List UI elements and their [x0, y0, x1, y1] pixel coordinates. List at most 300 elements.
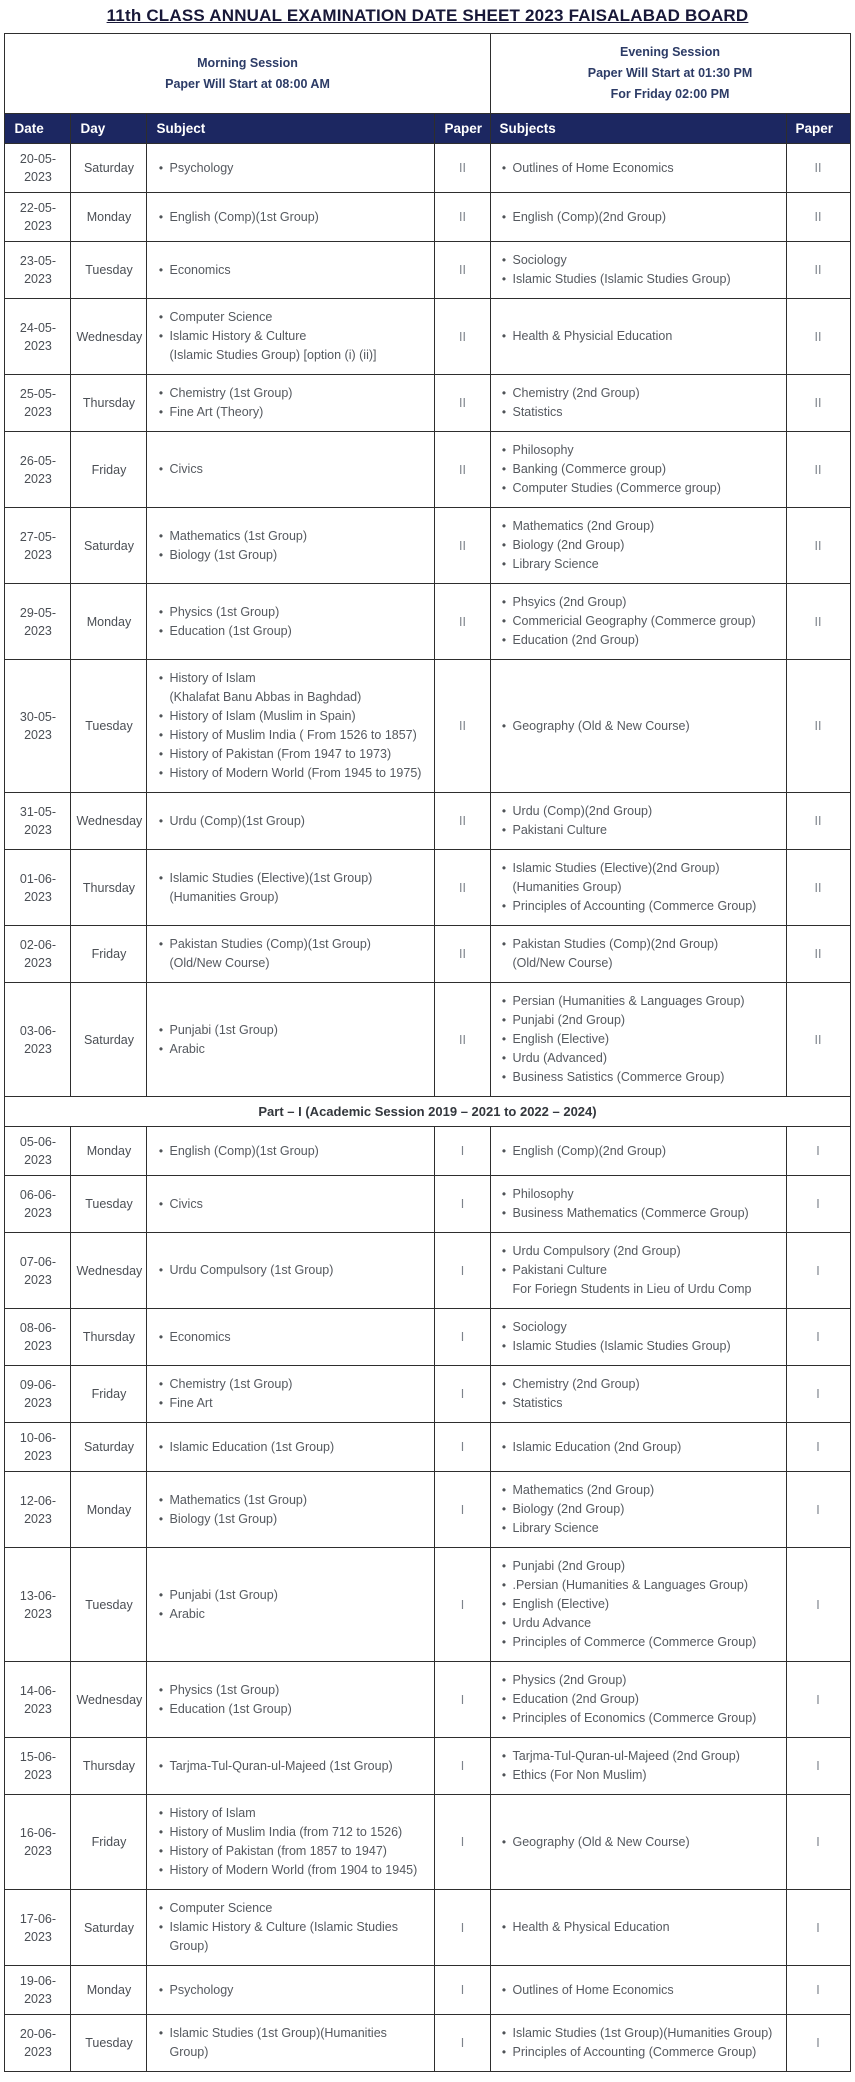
subject-item: [496, 403, 780, 422]
evening-paper-cell: II: [786, 793, 850, 850]
subject-text: History of Modern World (from 1904 to 1945): [169, 1863, 418, 1877]
bullet-icon: •: [158, 1022, 164, 1037]
bullet-icon: •: [501, 462, 507, 476]
subject-item: [496, 2024, 780, 2043]
subject-text: Islamic Studies (1st Group)(Humanities Group): [169, 2026, 387, 2059]
day-cell: Friday: [71, 1795, 147, 1890]
subject-item: [496, 821, 780, 840]
subject-item: [152, 764, 428, 783]
day-cell: Tuesday: [71, 1176, 147, 1233]
subject-item: [496, 1242, 780, 1261]
subject-text: Persian (Humanities & Languages Group): [512, 994, 745, 1008]
subject-line: [152, 1981, 428, 2000]
bullet-icon: •: [158, 1041, 164, 1056]
subject-list: [496, 2024, 780, 2062]
subject-item: [496, 1633, 780, 1652]
subject-line: [152, 1757, 428, 1776]
morning-subject-cell: [147, 1472, 435, 1548]
day-cell: Wednesday: [71, 299, 147, 375]
subject-item: [496, 935, 780, 973]
subject-list: [152, 1328, 428, 1347]
subject-item: [496, 460, 780, 479]
subject-list: [496, 517, 780, 574]
morning-paper-cell: II: [435, 850, 490, 926]
subject-list: [152, 527, 428, 565]
evening-session-time: Paper Will Start at 01:30 PM: [587, 66, 753, 80]
subject-item: [152, 1861, 428, 1880]
evening-subjects-cell: [490, 375, 786, 432]
subject-line: [496, 1766, 780, 1785]
exam-row: [5, 1548, 850, 1662]
subject-text: For Foriegn Students in Lieu of Urdu Comp: [512, 1282, 752, 1296]
exam-row: [5, 926, 850, 983]
evening-paper-cell: II: [786, 926, 850, 983]
exam-row: [5, 193, 850, 242]
subject-line: [496, 460, 780, 479]
subject-item: [496, 1438, 780, 1457]
subject-text: Punjabi (1st Group): [169, 1022, 278, 1037]
subject-text: Islamic Studies (Elective)(2nd Group): [512, 861, 720, 875]
subject-text: Principles of Commerce (Commerce Group): [512, 1635, 757, 1649]
date-cell: 29-05-2023: [5, 584, 71, 660]
subject-text: Health & Physical Education: [512, 1920, 670, 1934]
morning-subject-cell: [147, 1309, 435, 1366]
subject-line: [496, 1671, 780, 1690]
bullet-icon: •: [158, 1825, 164, 1839]
bullet-icon: •: [501, 1521, 507, 1535]
exam-row: [5, 299, 850, 375]
exam-row: [5, 144, 850, 193]
bullet-icon: •: [158, 937, 164, 951]
bullet-icon: •: [158, 209, 164, 224]
subject-item: [152, 1823, 428, 1842]
subject-item: [496, 251, 780, 270]
bullet-icon: •: [501, 1396, 507, 1410]
subject-text: Ethics (For Non Muslim): [512, 1768, 647, 1782]
bullet-icon: •: [501, 1439, 507, 1454]
morning-subject-cell: [147, 1233, 435, 1309]
day-cell: Thursday: [71, 1738, 147, 1795]
subject-text: Education (2nd Group): [512, 1692, 639, 1706]
subject-list: [496, 1557, 780, 1652]
subject-item: [496, 1068, 780, 1087]
day-cell: Monday: [71, 1472, 147, 1548]
day-cell: Tuesday: [71, 1548, 147, 1662]
exam-row: [5, 1966, 850, 2015]
bullet-icon: •: [158, 623, 164, 638]
subject-text: Punjabi (2nd Group): [512, 1013, 626, 1027]
subject-list: [496, 208, 780, 227]
evening-subjects-cell: [490, 1795, 786, 1890]
subject-line: [152, 935, 428, 954]
subject-list: [496, 1242, 780, 1299]
subject-list: [496, 441, 780, 498]
bullet-icon: •: [501, 1692, 507, 1706]
subject-line: [496, 821, 780, 840]
date-cell: 08-06-2023: [5, 1309, 71, 1366]
subject-item: [152, 1804, 428, 1823]
subject-text: Fine Art (Theory): [169, 405, 264, 419]
morning-subject-cell: [147, 242, 435, 299]
evening-subjects-cell: [490, 1966, 786, 2015]
bullet-icon: •: [158, 1396, 164, 1410]
date-cell: 31-05-2023: [5, 793, 71, 850]
subject-line: [496, 536, 780, 555]
subject-text: Islamic Education (2nd Group): [512, 1439, 682, 1454]
subject-item: [152, 208, 428, 227]
day-cell: Monday: [71, 1966, 147, 2015]
bullet-icon: •: [501, 614, 507, 628]
subject-continuation-line: [152, 346, 428, 365]
bullet-icon: •: [158, 1377, 164, 1391]
exam-row: [5, 432, 850, 508]
morning-subject-cell: [147, 1795, 435, 1890]
evening-session-header: [490, 34, 850, 114]
subject-text: History of Islam: [169, 671, 256, 685]
subject-line: [496, 1438, 780, 1457]
bullet-icon: •: [158, 1143, 164, 1158]
subject-list: [152, 308, 428, 365]
bullet-icon: •: [501, 1711, 507, 1725]
morning-paper-cell: I: [435, 2015, 490, 2072]
subject-item: [152, 1681, 428, 1700]
subject-line: [496, 441, 780, 460]
morning-subject-cell: [147, 375, 435, 432]
subject-text: .Persian (Humanities & Languages Group): [512, 1578, 749, 1592]
subject-text: Philosophy: [512, 443, 574, 457]
subject-item: [496, 1766, 780, 1785]
subject-item: [496, 593, 780, 612]
subject-line: [152, 1040, 428, 1059]
subject-text: Physics (2nd Group): [512, 1673, 627, 1687]
subject-line: [152, 1328, 428, 1347]
subject-text: (Humanities Group): [512, 880, 622, 894]
subject-text: Business Mathematics (Commerce Group): [512, 1206, 749, 1220]
bullet-icon: •: [158, 2026, 164, 2040]
subject-list: [152, 384, 428, 422]
bullet-icon: •: [158, 1982, 164, 1997]
evening-paper-cell: II: [786, 508, 850, 584]
subject-list: [152, 1438, 428, 1457]
subject-line: [152, 1681, 428, 1700]
evening-subjects-cell: [490, 584, 786, 660]
bullet-icon: •: [501, 1377, 507, 1391]
morning-subject-cell: [147, 1423, 435, 1472]
morning-paper-cell: I: [435, 1127, 490, 1176]
date-cell: 20-05-2023: [5, 144, 71, 193]
subject-line: [152, 1700, 428, 1719]
subject-line: [496, 992, 780, 1011]
subject-item: [152, 1918, 428, 1956]
bullet-icon: •: [501, 253, 507, 267]
part1-divider-row: [5, 1097, 850, 1127]
subject-line: [152, 1510, 428, 1529]
subject-text: English (Comp)(1st Group): [169, 1143, 319, 1158]
subject-line: [152, 384, 428, 403]
bullet-icon: •: [501, 1768, 507, 1782]
col-header-date: Date: [5, 114, 71, 144]
subject-text: Statistics: [512, 1396, 563, 1410]
evening-subjects-cell: [490, 1366, 786, 1423]
subject-item: [152, 1700, 428, 1719]
date-cell: 24-05-2023: [5, 299, 71, 375]
subject-item: [496, 555, 780, 574]
evening-paper-cell: I: [786, 1423, 850, 1472]
subject-line: [152, 1586, 428, 1605]
subject-text: Islamic Studies (1st Group)(Humanities Group): [512, 2026, 773, 2040]
evening-subjects-cell: [490, 193, 786, 242]
morning-subject-cell: [147, 144, 435, 193]
subject-text: Chemistry (2nd Group): [512, 386, 640, 400]
subject-text: Mathematics (1st Group): [169, 1492, 308, 1507]
evening-subjects-cell: [490, 1176, 786, 1233]
subject-item: [152, 1899, 428, 1918]
subject-text: Outlines of Home Economics: [512, 160, 674, 175]
subject-line: [152, 1605, 428, 1624]
bullet-icon: •: [158, 386, 164, 400]
morning-paper-cell: I: [435, 1738, 490, 1795]
bullet-icon: •: [158, 1439, 164, 1454]
subject-line: [496, 1204, 780, 1223]
subject-list: [152, 261, 428, 280]
bullet-icon: •: [501, 329, 507, 343]
subject-continuation-line: [152, 688, 428, 707]
date-cell: 22-05-2023: [5, 193, 71, 242]
subject-line: [496, 1318, 780, 1337]
subject-item: [152, 1491, 428, 1510]
evening-paper-cell: II: [786, 144, 850, 193]
subject-item: [496, 1030, 780, 1049]
bullet-icon: •: [501, 804, 507, 818]
subject-text: Principles of Economics (Commerce Group): [512, 1711, 757, 1725]
morning-paper-cell: II: [435, 193, 490, 242]
subject-continuation-line: [496, 1280, 780, 1299]
bullet-icon: •: [158, 1196, 164, 1211]
evening-paper-cell: I: [786, 1366, 850, 1423]
bullet-icon: •: [501, 1982, 507, 1997]
morning-subject-cell: [147, 508, 435, 584]
bullet-icon: •: [501, 519, 507, 533]
subject-item: [152, 1394, 428, 1413]
subject-text: Arabic: [169, 1041, 205, 1056]
col-header-paper-morning: Paper: [435, 114, 490, 144]
morning-subject-cell: [147, 1127, 435, 1176]
subject-text: History of Muslim India ( From 1526 to 1857): [169, 728, 417, 742]
evening-paper-cell: I: [786, 1738, 850, 1795]
subject-text: Chemistry (1st Group): [169, 386, 293, 400]
evening-paper-cell: I: [786, 1795, 850, 1890]
subject-line: [496, 517, 780, 536]
subject-text: Tarjma-Tul-Quran-ul-Majeed (1st Group): [169, 1758, 393, 1773]
bullet-icon: •: [158, 728, 164, 742]
subject-line: [152, 1491, 428, 1510]
evening-paper-cell: II: [786, 193, 850, 242]
evening-paper-cell: I: [786, 1176, 850, 1233]
subject-text: History of Pakistan (From 1947 to 1973): [169, 747, 392, 761]
subject-text: Principles of Accounting (Commerce Group): [512, 2045, 757, 2059]
subject-line: [152, 546, 428, 565]
subject-list: [496, 1747, 780, 1785]
bullet-icon: •: [158, 671, 164, 685]
subject-list: [496, 159, 780, 178]
subject-text: Mathematics (1st Group): [169, 528, 308, 543]
subject-item: [152, 812, 428, 831]
bullet-icon: •: [501, 1070, 507, 1084]
bullet-icon: •: [158, 1606, 164, 1621]
subject-item: [152, 1981, 428, 2000]
subject-list: [152, 2024, 428, 2062]
bullet-icon: •: [158, 766, 164, 780]
evening-subjects-cell: [490, 660, 786, 793]
subject-text: Islamic Education (1st Group): [169, 1439, 335, 1454]
bullet-icon: •: [501, 1206, 507, 1220]
evening-subjects-cell: [490, 2015, 786, 2072]
date-cell: 14-06-2023: [5, 1662, 71, 1738]
morning-paper-cell: II: [435, 584, 490, 660]
subject-text: Urdu Compulsory (2nd Group): [512, 1244, 681, 1258]
subject-item: [152, 1586, 428, 1605]
subject-line: [496, 1690, 780, 1709]
subject-text: English (Elective): [512, 1597, 610, 1611]
subject-text: (Old/New Course): [512, 956, 613, 970]
subject-text: Psychology: [169, 160, 234, 175]
subject-list: [496, 1318, 780, 1356]
subject-text: Sociology: [512, 253, 567, 267]
date-cell: 26-05-2023: [5, 432, 71, 508]
subject-line: [152, 764, 428, 783]
subject-line: [496, 1068, 780, 1087]
evening-subjects-cell: [490, 144, 786, 193]
subject-line: [152, 745, 428, 764]
subject-list: [496, 251, 780, 289]
exam-row: [5, 1127, 850, 1176]
subject-text: Business Satistics (Commerce Group): [512, 1070, 725, 1084]
bullet-icon: •: [158, 1701, 164, 1716]
subject-line: [496, 859, 780, 878]
subject-text: Biology (2nd Group): [512, 1502, 625, 1516]
evening-session-title: Evening Session: [619, 45, 721, 59]
subject-text: Chemistry (1st Group): [169, 1377, 293, 1391]
subject-text: Sociology: [512, 1320, 567, 1334]
subject-line: [496, 717, 780, 736]
exam-row: [5, 1176, 850, 1233]
bullet-icon: •: [158, 1920, 164, 1934]
datesheet-table: [4, 33, 850, 2072]
date-cell: 09-06-2023: [5, 1366, 71, 1423]
bullet-icon: •: [501, 1143, 507, 1158]
exam-row: [5, 584, 850, 660]
morning-subject-cell: [147, 584, 435, 660]
subject-list: [152, 460, 428, 479]
subject-line: [152, 1195, 428, 1214]
subject-list: [496, 992, 780, 1087]
subject-text: Geography (Old & New Course): [512, 1834, 690, 1849]
subject-line: [496, 327, 780, 346]
subject-item: [496, 1981, 780, 2000]
subject-item: [496, 1261, 780, 1299]
subject-text: Urdu (Comp)(1st Group): [169, 813, 305, 828]
morning-subject-cell: [147, 1662, 435, 1738]
subject-line: [152, 869, 428, 888]
date-cell: 03-06-2023: [5, 983, 71, 1097]
bullet-icon: •: [158, 747, 164, 761]
subject-text: Pakistan Studies (Comp)(1st Group): [169, 937, 371, 951]
subject-item: [152, 726, 428, 745]
subject-text: Arabic: [169, 1606, 205, 1621]
subject-line: [496, 1633, 780, 1652]
subject-line: [152, 1899, 428, 1918]
morning-paper-cell: I: [435, 1366, 490, 1423]
bullet-icon: •: [501, 1502, 507, 1516]
day-cell: Saturday: [71, 1890, 147, 1966]
bullet-icon: •: [501, 209, 507, 224]
subject-text: History of Islam (Muslim in Spain): [169, 709, 356, 723]
subject-item: [496, 897, 780, 916]
bullet-icon: •: [158, 160, 164, 175]
morning-paper-cell: I: [435, 1309, 490, 1366]
subject-text: Civics: [169, 1196, 203, 1211]
subject-item: [496, 1204, 780, 1223]
bullet-icon: •: [501, 1032, 507, 1046]
subject-item: [496, 1614, 780, 1633]
evening-subjects-cell: [490, 1738, 786, 1795]
subject-line: [496, 1833, 780, 1852]
subject-text: Biology (1st Group): [169, 547, 278, 562]
subject-item: [496, 1918, 780, 1937]
bullet-icon: •: [501, 823, 507, 837]
bullet-icon: •: [158, 462, 164, 476]
subject-line: [496, 631, 780, 650]
subject-item: [496, 1394, 780, 1413]
bullet-icon: •: [158, 1863, 164, 1877]
subject-text: Civics: [169, 462, 203, 476]
subject-line: [496, 1918, 780, 1937]
bullet-icon: •: [158, 1682, 164, 1697]
day-cell: Saturday: [71, 508, 147, 584]
morning-subject-cell: [147, 193, 435, 242]
subject-line: [152, 308, 428, 327]
bullet-icon: •: [158, 709, 164, 723]
bullet-icon: •: [501, 2045, 507, 2059]
subject-list: [152, 1899, 428, 1956]
subject-line: [496, 1242, 780, 1261]
subject-item: [152, 159, 428, 178]
bullet-icon: •: [501, 633, 507, 647]
day-cell: Thursday: [71, 850, 147, 926]
bullet-icon: •: [158, 1492, 164, 1507]
exam-row: [5, 1423, 850, 1472]
bullet-icon: •: [158, 813, 164, 828]
col-header-subjects: Subjects: [490, 114, 786, 144]
subject-list: [496, 802, 780, 840]
morning-paper-cell: II: [435, 242, 490, 299]
col-header-subject: Subject: [147, 114, 435, 144]
morning-paper-cell: II: [435, 375, 490, 432]
subject-text: Tarjma-Tul-Quran-ul-Majeed (2nd Group): [512, 1749, 740, 1763]
subject-list: [496, 859, 780, 916]
bullet-icon: •: [501, 1597, 507, 1611]
exam-row: [5, 1472, 850, 1548]
subject-item: [496, 1557, 780, 1576]
subject-text: English (Comp)(1st Group): [169, 209, 319, 224]
morning-paper-cell: I: [435, 1233, 490, 1309]
subject-item: [496, 1500, 780, 1519]
bullet-icon: •: [501, 386, 507, 400]
subject-line: [152, 403, 428, 422]
subject-line: [496, 897, 780, 916]
evening-paper-cell: II: [786, 850, 850, 926]
subject-text: Urdu (Advanced): [512, 1051, 607, 1065]
